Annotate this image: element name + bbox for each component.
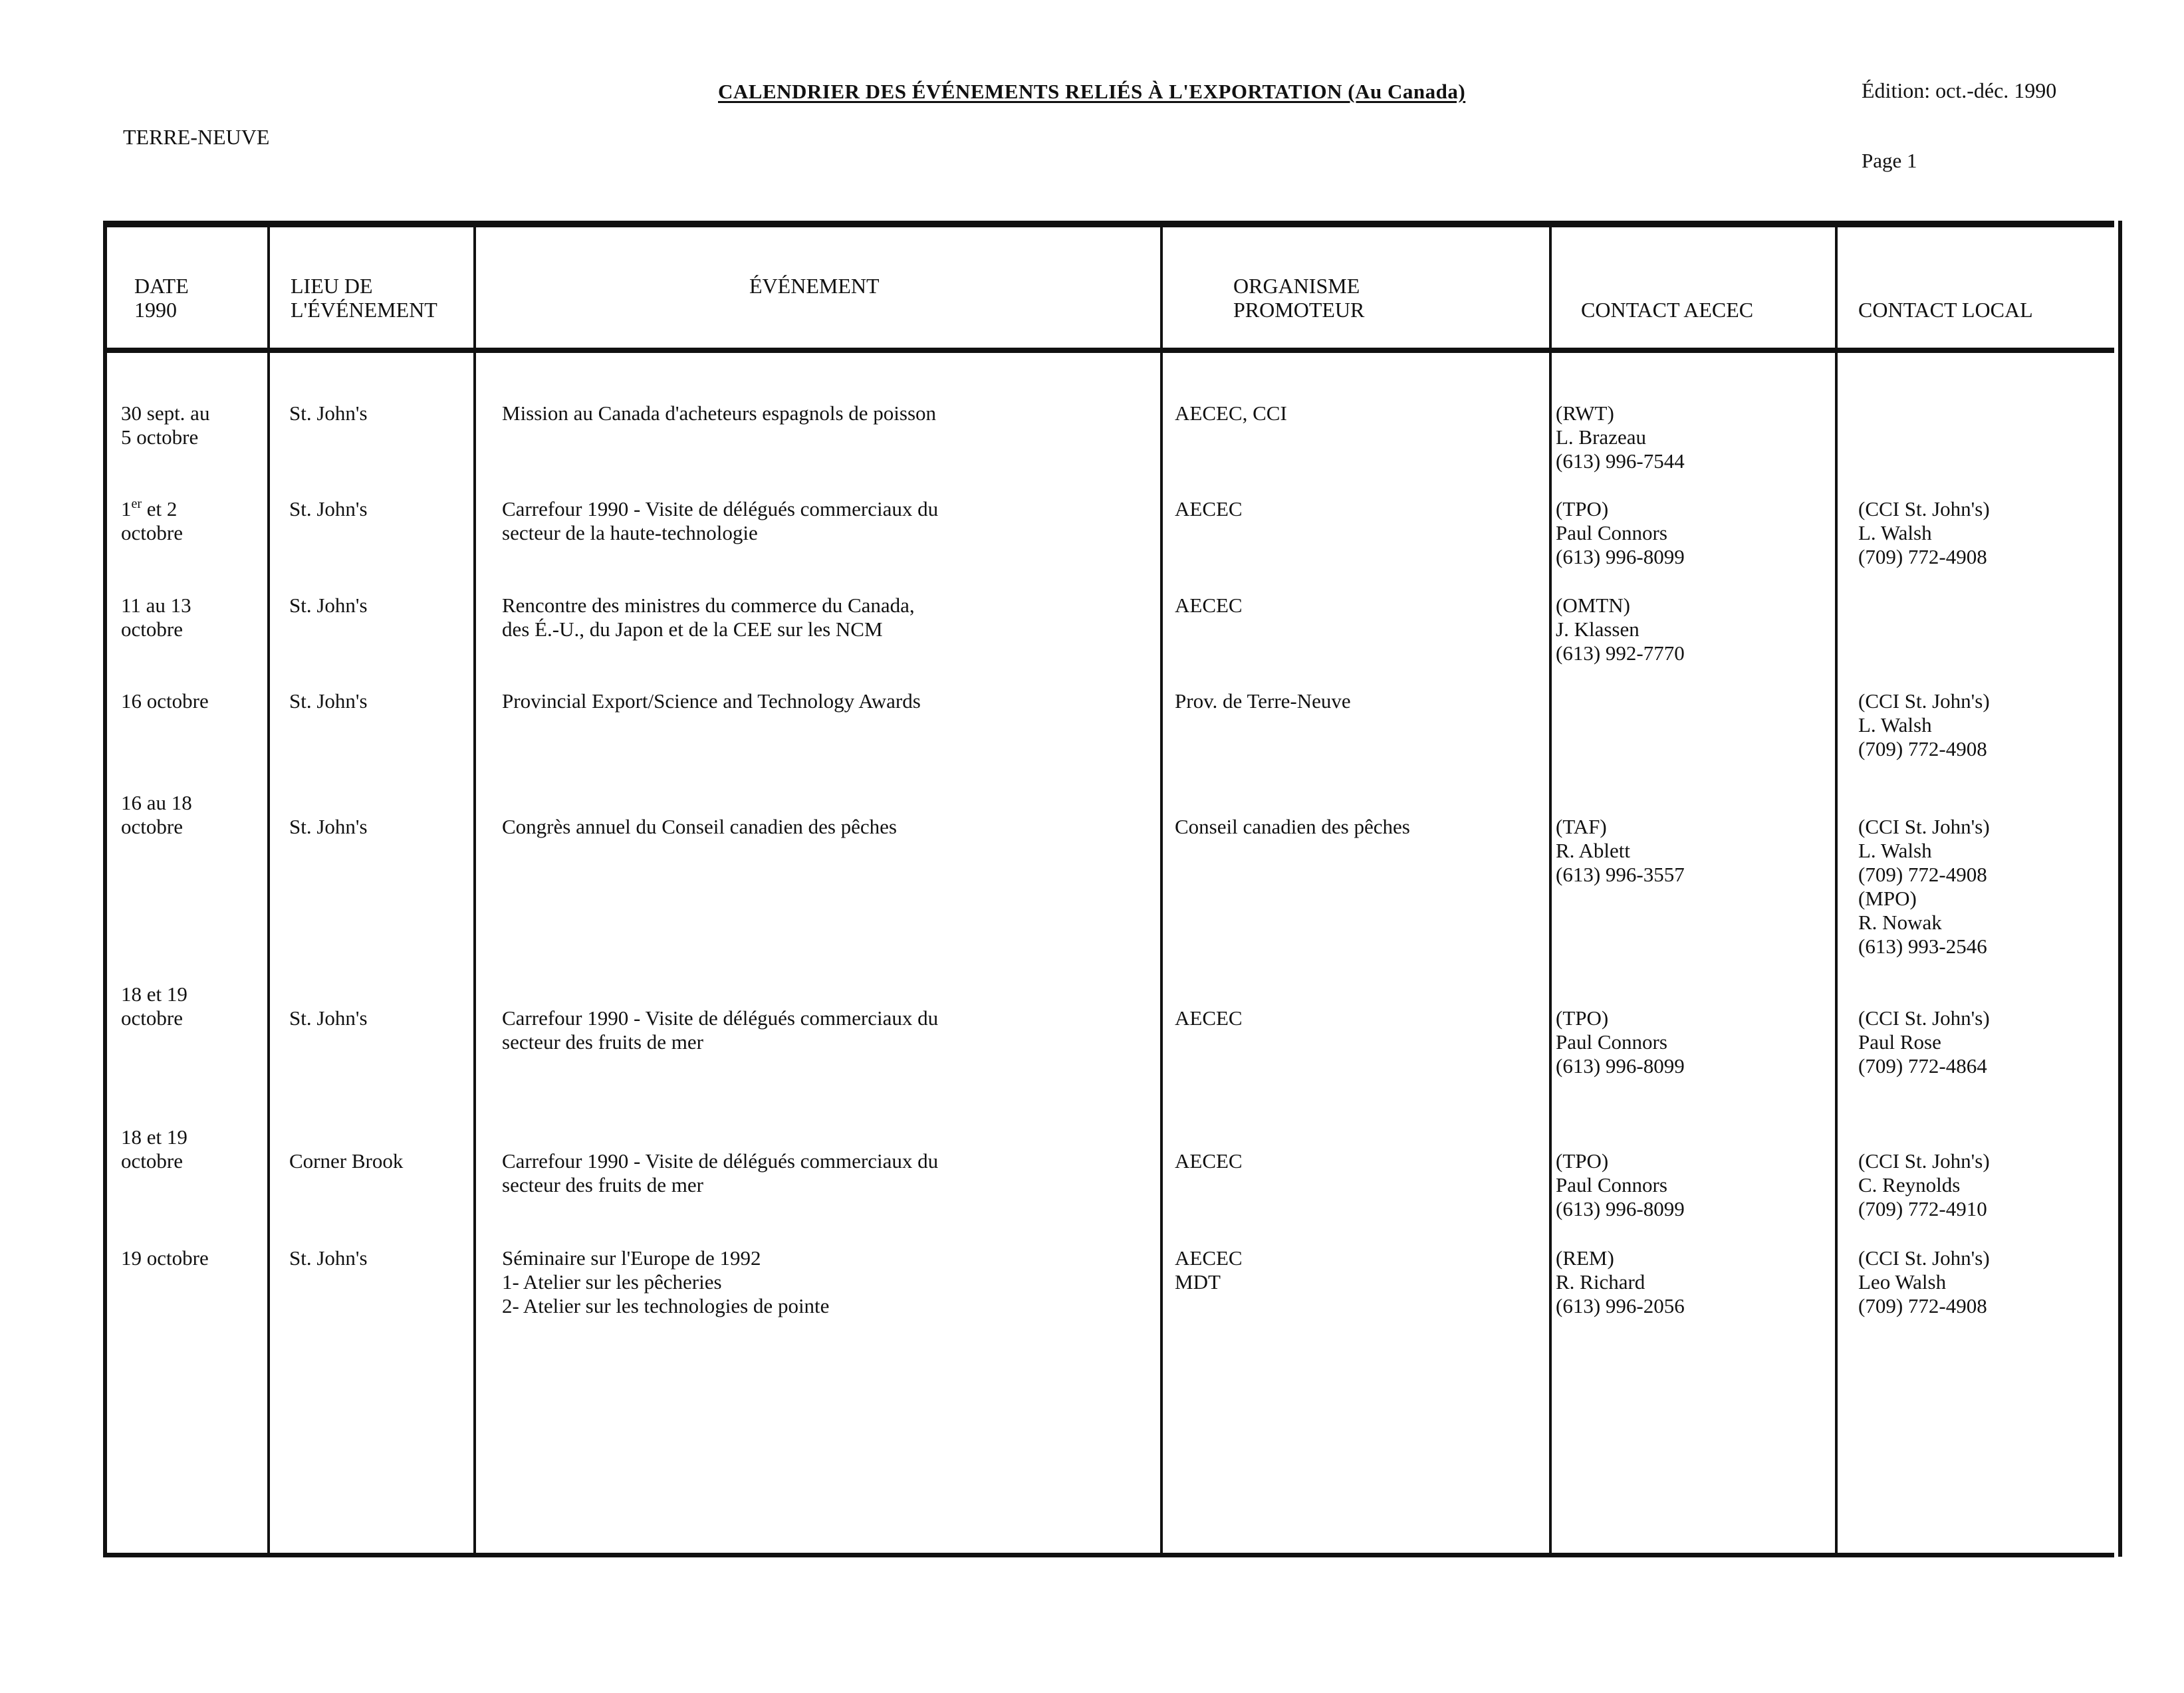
cell-evenement <box>502 1149 938 1197</box>
column-divider <box>1160 227 1163 1555</box>
cell-line: (REM) <box>1556 1246 1614 1270</box>
cell-line: (CCI St. John's) <box>1858 1149 1990 1173</box>
cell-contact-aecec <box>1556 497 1685 569</box>
cell-line: 1- Atelier sur les pêcheries <box>502 1270 722 1294</box>
cell-line: Carrefour 1990 - Visite de délégués commerciaux du <box>502 497 939 520</box>
cell-lieu <box>289 497 368 521</box>
cell-line: (TPO) <box>1556 497 1609 520</box>
cell-line: (TAF) <box>1556 815 1607 838</box>
cell-line: (709) 772-4908 <box>1858 1294 1987 1317</box>
cell-contact-local <box>1858 1149 1990 1221</box>
cell-contact-aecec <box>1556 401 1685 473</box>
header-contact-aecec: CONTACT AECEC <box>1581 298 1754 322</box>
cell-line: Prov. de Terre-Neuve <box>1175 689 1351 713</box>
cell-line: (709) 772-4910 <box>1858 1197 1987 1220</box>
cell-line: 5 octobre <box>121 425 199 449</box>
header-date-line: 1990 <box>134 298 177 322</box>
cell-line: L. Walsh <box>1858 839 1932 862</box>
header-lieu <box>291 274 437 322</box>
cell-line: (MPO) <box>1858 887 1917 910</box>
header-organisme <box>1233 274 1364 322</box>
cell-line: Leo Walsh <box>1858 1270 1947 1294</box>
cell-line: Carrefour 1990 - Visite de délégués commerciaux du <box>502 1149 939 1173</box>
cell-line: (CCI St. John's) <box>1858 689 1990 713</box>
column-divider <box>1835 227 1838 1555</box>
cell-line: 19 octobre <box>121 1246 209 1270</box>
cell-line: AECEC <box>1175 1149 1243 1173</box>
cell-line: St. John's <box>289 815 368 838</box>
cell-line: (613) 996-8099 <box>1556 1054 1685 1077</box>
header-lieu-line: LIEU DE <box>291 274 373 298</box>
cell-line: (613) 996-2056 <box>1556 1294 1685 1317</box>
cell-line: (OMTN) <box>1556 594 1630 617</box>
cell-lieu <box>289 689 368 713</box>
cell-line: AECEC <box>1175 1246 1243 1270</box>
cell-line: (CCI St. John's) <box>1858 1006 1990 1030</box>
date-superscript: er <box>131 497 142 511</box>
cell-line: AECEC <box>1175 1006 1243 1030</box>
cell-date <box>121 982 187 1030</box>
date-number: 1 <box>121 497 132 520</box>
table-bottom-rule <box>103 1553 2114 1557</box>
cell-line: secteur des fruits de mer <box>502 1173 703 1196</box>
cell-date <box>121 497 183 545</box>
document-title: CALENDRIER DES ÉVÉNEMENTS RELIÉS À L'EXPORTATION (Au Canada) <box>718 80 1466 103</box>
column-divider <box>1549 227 1552 1555</box>
cell-line: 18 et 19 <box>121 1125 187 1149</box>
cell-lieu <box>289 1149 403 1173</box>
cell-line: J. Klassen <box>1556 618 1639 641</box>
cell-line: MDT <box>1175 1270 1221 1294</box>
cell-line: secteur des fruits de mer <box>502 1030 703 1054</box>
cell-line: Paul Connors <box>1556 1173 1667 1196</box>
cell-organisme <box>1175 1246 1243 1294</box>
cell-line: (613) 992-7770 <box>1556 641 1685 665</box>
cell-contact-local <box>1858 497 1990 569</box>
cell-line: (CCI St. John's) <box>1858 815 1990 838</box>
cell-organisme <box>1175 401 1287 425</box>
cell-organisme <box>1175 815 1410 839</box>
cell-date <box>121 1125 187 1173</box>
cell-line: AECEC <box>1175 497 1243 520</box>
cell-line: octobre <box>121 521 183 544</box>
cell-line: (TPO) <box>1556 1006 1609 1030</box>
cell-date <box>121 594 191 641</box>
cell-line: St. John's <box>289 401 368 425</box>
cell-lieu <box>289 594 368 618</box>
cell-organisme <box>1175 1006 1243 1030</box>
cell-line: 11 au 13 <box>121 594 191 617</box>
table-header-rule <box>103 348 2114 353</box>
cell-contact-aecec <box>1556 594 1685 665</box>
cell-line: 16 au 18 <box>121 791 192 814</box>
cell-line: (709) 772-4864 <box>1858 1054 1987 1077</box>
header-contact-local: CONTACT LOCAL <box>1858 298 2033 322</box>
cell-line: 30 sept. au <box>121 401 210 425</box>
cell-line: Corner Brook <box>289 1149 404 1173</box>
cell-organisme <box>1175 594 1243 618</box>
cell-line: St. John's <box>289 594 368 617</box>
cell-line: (613) 996-3557 <box>1556 863 1685 886</box>
cell-evenement <box>502 689 921 713</box>
date-rest: et 2 <box>142 497 178 520</box>
cell-line: AECEC <box>1175 594 1243 617</box>
cell-line: L. Brazeau <box>1556 425 1646 449</box>
region-label: TERRE-NEUVE <box>123 125 270 149</box>
header-date-line: DATE <box>134 274 189 298</box>
cell-line: secteur de la haute-technologie <box>502 521 758 544</box>
cell-contact-local <box>1858 689 1990 761</box>
header-date <box>134 274 189 322</box>
cell-date <box>121 791 192 839</box>
column-divider <box>267 227 270 1555</box>
cell-lieu <box>289 1006 368 1030</box>
cell-line: Paul Connors <box>1556 521 1667 544</box>
cell-line: St. John's <box>289 1246 368 1270</box>
cell-line: Paul Connors <box>1556 1030 1667 1054</box>
cell-line: (613) 996-8099 <box>1556 545 1685 568</box>
cell-date <box>121 689 209 713</box>
cell-line: AECEC, CCI <box>1175 401 1287 425</box>
cell-line <box>121 497 183 521</box>
cell-line: Séminaire sur l'Europe de 1992 <box>502 1246 761 1270</box>
cell-evenement <box>502 401 936 425</box>
page-number: Page 1 <box>1862 149 1917 172</box>
cell-line: 16 octobre <box>121 689 209 713</box>
cell-evenement <box>502 815 897 839</box>
cell-line: (CCI St. John's) <box>1858 497 1990 520</box>
edition-label: Édition: oct.-déc. 1990 <box>1862 78 2057 102</box>
cell-line: 2- Atelier sur les technologies de pointe <box>502 1294 830 1317</box>
cell-line: (613) 996-7544 <box>1556 449 1685 473</box>
cell-line: (RWT) <box>1556 401 1614 425</box>
cell-lieu <box>289 401 368 425</box>
cell-line: (TPO) <box>1556 1149 1609 1173</box>
cell-line: Carrefour 1990 - Visite de délégués commerciaux du <box>502 1006 939 1030</box>
cell-contact-local <box>1858 815 1990 959</box>
cell-line: St. John's <box>289 689 368 713</box>
cell-contact-local <box>1858 1246 1990 1318</box>
table-top-rule <box>103 221 2114 227</box>
cell-line: L. Walsh <box>1858 713 1932 736</box>
cell-line: Conseil canadien des pêches <box>1175 815 1410 838</box>
cell-evenement <box>502 497 938 545</box>
cell-line: St. John's <box>289 1006 368 1030</box>
cell-lieu <box>289 1246 368 1270</box>
cell-date <box>121 1246 209 1270</box>
header-evenement: ÉVÉNEMENT <box>749 274 880 298</box>
cell-line: L. Walsh <box>1858 521 1932 544</box>
cell-line: Congrès annuel du Conseil canadien des pêches <box>502 815 897 838</box>
cell-organisme <box>1175 1149 1243 1173</box>
cell-line: R. Richard <box>1556 1270 1645 1294</box>
cell-contact-aecec <box>1556 1149 1685 1221</box>
cell-line: St. John's <box>289 497 368 520</box>
cell-line: octobre <box>121 815 183 838</box>
cell-line: Paul Rose <box>1858 1030 1941 1054</box>
cell-line: octobre <box>121 1006 183 1030</box>
cell-evenement <box>502 1246 829 1318</box>
cell-line: octobre <box>121 618 183 641</box>
cell-line: (613) 996-8099 <box>1556 1197 1685 1220</box>
cell-contact-local <box>1858 1006 1990 1078</box>
cell-line: Mission au Canada d'acheteurs espagnols de poisson <box>502 401 937 425</box>
cell-line: Rencontre des ministres du commerce du Canada, <box>502 594 915 617</box>
cell-contact-aecec <box>1556 815 1685 887</box>
cell-line: des É.-U., du Japon et de la CEE sur les NCM <box>502 618 883 641</box>
cell-line: C. Reynolds <box>1858 1173 1961 1196</box>
column-divider <box>473 227 476 1555</box>
events-table <box>103 221 2122 1557</box>
cell-line: (709) 772-4908 <box>1858 545 1987 568</box>
cell-line: octobre <box>121 1149 183 1173</box>
cell-contact-aecec <box>1556 1246 1685 1318</box>
cell-organisme <box>1175 497 1243 521</box>
cell-line: (CCI St. John's) <box>1858 1246 1990 1270</box>
cell-evenement <box>502 594 915 641</box>
cell-line: R. Nowak <box>1858 911 1942 934</box>
cell-line: (709) 772-4908 <box>1858 863 1987 886</box>
cell-line: R. Ablett <box>1556 839 1630 862</box>
cell-line: Provincial Export/Science and Technology Awards <box>502 689 921 713</box>
cell-lieu <box>289 815 368 839</box>
cell-line: (613) 993-2546 <box>1858 935 1987 958</box>
cell-organisme <box>1175 689 1351 713</box>
cell-contact-aecec <box>1556 1006 1685 1078</box>
cell-line: (709) 772-4908 <box>1858 737 1987 760</box>
header-organisme-line: PROMOTEUR <box>1233 298 1365 322</box>
cell-evenement <box>502 1006 938 1054</box>
header-organisme-line: ORGANISME <box>1233 274 1360 298</box>
cell-date <box>121 401 209 449</box>
cell-line: 18 et 19 <box>121 982 187 1006</box>
header-lieu-line: L'ÉVÉNEMENT <box>291 298 437 322</box>
